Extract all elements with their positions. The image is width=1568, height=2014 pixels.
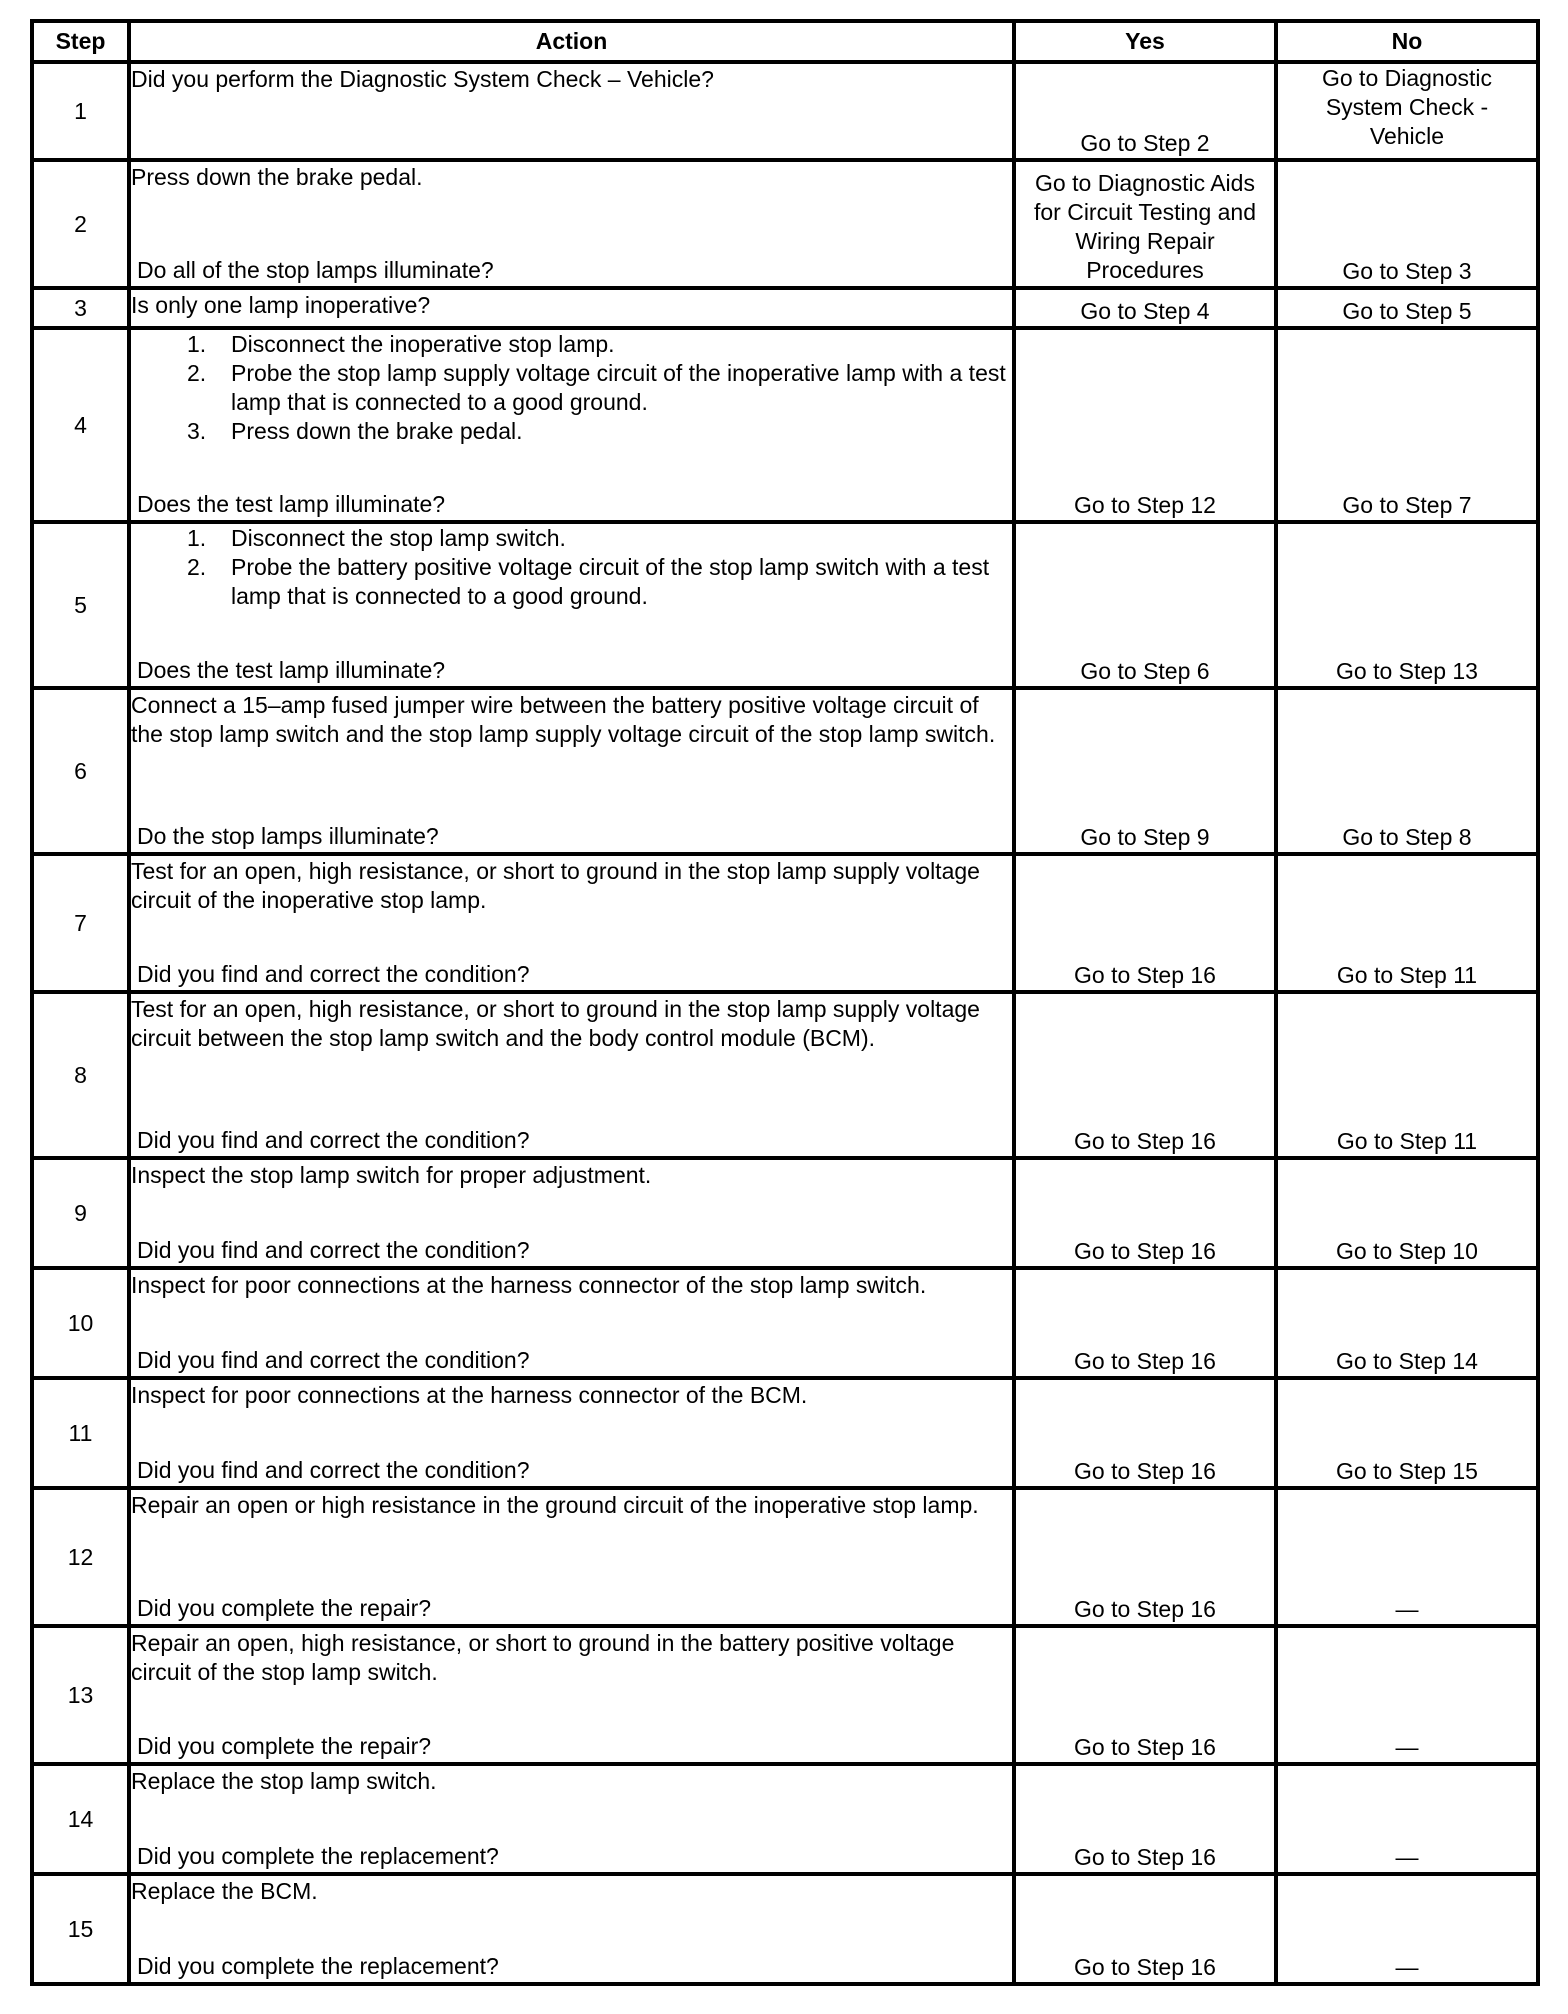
no-result: Go to Step 15 bbox=[1276, 1378, 1538, 1488]
yes-result: Go to Step 16 bbox=[1014, 1488, 1276, 1626]
no-result: — bbox=[1276, 1488, 1538, 1626]
action-question: Did you complete the repair? bbox=[137, 1595, 432, 1621]
action-text: Test for an open, high resistance, or short to ground in the stop lamp supply voltage circuit between the stop lamp switch and the body control module (BCM). bbox=[131, 996, 980, 1051]
action-question: Did you complete the replacement? bbox=[137, 1843, 499, 1869]
table-row bbox=[32, 1158, 1538, 1268]
table-row bbox=[32, 328, 1538, 522]
action-question: Does the test lamp illuminate? bbox=[137, 491, 446, 517]
action-cell bbox=[129, 688, 1014, 854]
item-number: 2. bbox=[187, 554, 207, 580]
diagnostic-table bbox=[30, 19, 1540, 1986]
procedure-list bbox=[131, 524, 1012, 611]
action-cell bbox=[129, 1378, 1014, 1488]
yes-result: Go to Step 6 bbox=[1014, 522, 1276, 688]
yes-result: Go to Step 16 bbox=[1014, 1764, 1276, 1874]
action-question: Did you complete the repair? bbox=[137, 1733, 432, 1759]
procedure-item bbox=[187, 417, 1012, 446]
header-step: Step bbox=[32, 21, 129, 62]
table-row bbox=[32, 992, 1538, 1158]
step-number: 8 bbox=[32, 992, 129, 1158]
action-question: Did you find and correct the condition? bbox=[137, 1457, 530, 1483]
procedure-item bbox=[187, 330, 1012, 359]
action-question: Did you find and correct the condition? bbox=[137, 961, 530, 987]
action-question: Did you find and correct the condition? bbox=[137, 1237, 530, 1263]
procedure-item bbox=[187, 524, 1012, 553]
action-cell bbox=[129, 992, 1014, 1158]
step-number: 2 bbox=[32, 160, 129, 288]
no-result: Go to Step 11 bbox=[1276, 992, 1538, 1158]
yes-result: Go to Step 16 bbox=[1014, 1626, 1276, 1764]
table-row bbox=[32, 1268, 1538, 1378]
yes-result: Go to Step 16 bbox=[1014, 854, 1276, 992]
yes-result: Go to Step 2 bbox=[1014, 62, 1276, 160]
action-text: Did you perform the Diagnostic System Check – Vehicle? bbox=[131, 66, 714, 92]
action-text: Press down the brake pedal. bbox=[131, 164, 423, 190]
step-number: 7 bbox=[32, 854, 129, 992]
no-result: Go to Step 13 bbox=[1276, 522, 1538, 688]
table-row bbox=[32, 854, 1538, 992]
item-number: 1. bbox=[187, 331, 207, 357]
no-result: Go to Diagnostic System Check - Vehicle bbox=[1276, 62, 1538, 160]
item-text: Probe the battery positive voltage circuit of the stop lamp switch with a test lamp that is connected to a good ground. bbox=[231, 554, 990, 609]
yes-result: Go to Step 16 bbox=[1014, 1874, 1276, 1984]
action-text: Inspect for poor connections at the harness connector of the stop lamp switch. bbox=[131, 1272, 927, 1298]
step-number: 9 bbox=[32, 1158, 129, 1268]
action-cell bbox=[129, 62, 1014, 160]
action-question: Did you find and correct the condition? bbox=[137, 1347, 530, 1373]
action-cell bbox=[129, 1488, 1014, 1626]
no-result: Go to Step 3 bbox=[1276, 160, 1538, 288]
action-question: Do all of the stop lamps illuminate? bbox=[137, 257, 494, 283]
no-result: Go to Step 7 bbox=[1276, 328, 1538, 522]
action-text: Inspect for poor connections at the harness connector of the BCM. bbox=[131, 1382, 808, 1408]
item-text: Probe the stop lamp supply voltage circuit of the inoperative lamp with a test lamp that is connected to a good ground. bbox=[231, 360, 1006, 415]
table-row bbox=[32, 688, 1538, 854]
yes-result: Go to Diagnostic Aids for Circuit Testing and Wiring Repair Procedures bbox=[1014, 160, 1276, 288]
yes-result: Go to Step 9 bbox=[1014, 688, 1276, 854]
procedure-list bbox=[131, 330, 1012, 446]
action-text: Inspect the stop lamp switch for proper adjustment. bbox=[131, 1162, 652, 1188]
action-cell bbox=[129, 854, 1014, 992]
item-number: 3. bbox=[187, 418, 207, 444]
procedure-item bbox=[187, 553, 1012, 611]
no-result: Go to Step 14 bbox=[1276, 1268, 1538, 1378]
header-yes: Yes bbox=[1014, 21, 1276, 62]
action-text: Is only one lamp inoperative? bbox=[131, 292, 431, 318]
no-result: Go to Step 11 bbox=[1276, 854, 1538, 992]
action-cell bbox=[129, 522, 1014, 688]
action-text: Test for an open, high resistance, or short to ground in the stop lamp supply voltage circuit of the inoperative stop lamp. bbox=[131, 858, 980, 913]
header-row bbox=[32, 21, 1538, 62]
no-result: Go to Step 8 bbox=[1276, 688, 1538, 854]
action-cell bbox=[129, 328, 1014, 522]
no-result: — bbox=[1276, 1626, 1538, 1764]
action-cell bbox=[129, 160, 1014, 288]
item-text: Disconnect the inoperative stop lamp. bbox=[231, 331, 615, 357]
step-number: 15 bbox=[32, 1874, 129, 1984]
action-question: Did you complete the replacement? bbox=[137, 1953, 499, 1979]
table-row bbox=[32, 522, 1538, 688]
table-row bbox=[32, 288, 1538, 328]
table-row bbox=[32, 1626, 1538, 1764]
yes-result: Go to Step 16 bbox=[1014, 1268, 1276, 1378]
table-row bbox=[32, 160, 1538, 288]
yes-result: Go to Step 16 bbox=[1014, 1158, 1276, 1268]
yes-result: Go to Step 4 bbox=[1014, 288, 1276, 328]
action-cell bbox=[129, 1158, 1014, 1268]
item-text: Press down the brake pedal. bbox=[231, 418, 523, 444]
action-cell bbox=[129, 1626, 1014, 1764]
item-text: Disconnect the stop lamp switch. bbox=[231, 525, 566, 551]
action-text: Repair an open, high resistance, or short to ground in the battery positive voltage circuit of the stop lamp switch. bbox=[131, 1630, 955, 1685]
yes-result: Go to Step 12 bbox=[1014, 328, 1276, 522]
item-number: 2. bbox=[187, 360, 207, 386]
procedure-item bbox=[187, 359, 1012, 417]
step-number: 13 bbox=[32, 1626, 129, 1764]
action-cell bbox=[129, 1874, 1014, 1984]
step-number: 3 bbox=[32, 288, 129, 328]
action-cell bbox=[129, 1764, 1014, 1874]
action-cell bbox=[129, 288, 1014, 328]
step-number: 1 bbox=[32, 62, 129, 160]
table-row bbox=[32, 1874, 1538, 1984]
step-number: 4 bbox=[32, 328, 129, 522]
no-result: — bbox=[1276, 1764, 1538, 1874]
no-result: — bbox=[1276, 1874, 1538, 1984]
step-number: 14 bbox=[32, 1764, 129, 1874]
header-action: Action bbox=[129, 21, 1014, 62]
no-result: Go to Step 10 bbox=[1276, 1158, 1538, 1268]
step-number: 5 bbox=[32, 522, 129, 688]
action-question: Does the test lamp illuminate? bbox=[137, 657, 446, 683]
table-row bbox=[32, 62, 1538, 160]
action-text: Connect a 15–amp fused jumper wire between the battery positive voltage circuit of the stop lamp switch and the stop lamp supply voltage circuit of the stop lamp switch. bbox=[131, 692, 996, 747]
table-row bbox=[32, 1488, 1538, 1626]
item-number: 1. bbox=[187, 525, 207, 551]
action-text: Replace the BCM. bbox=[131, 1878, 318, 1904]
action-question: Do the stop lamps illuminate? bbox=[137, 823, 439, 849]
table-row bbox=[32, 1764, 1538, 1874]
header-no: No bbox=[1276, 21, 1538, 62]
no-result: Go to Step 5 bbox=[1276, 288, 1538, 328]
step-number: 10 bbox=[32, 1268, 129, 1378]
step-number: 6 bbox=[32, 688, 129, 854]
yes-result: Go to Step 16 bbox=[1014, 1378, 1276, 1488]
step-number: 12 bbox=[32, 1488, 129, 1626]
table-row bbox=[32, 1378, 1538, 1488]
action-question: Did you find and correct the condition? bbox=[137, 1127, 530, 1153]
action-cell bbox=[129, 1268, 1014, 1378]
action-text: Replace the stop lamp switch. bbox=[131, 1768, 437, 1794]
action-text: Repair an open or high resistance in the ground circuit of the inoperative stop lamp. bbox=[131, 1492, 979, 1518]
step-number: 11 bbox=[32, 1378, 129, 1488]
yes-result: Go to Step 16 bbox=[1014, 992, 1276, 1158]
